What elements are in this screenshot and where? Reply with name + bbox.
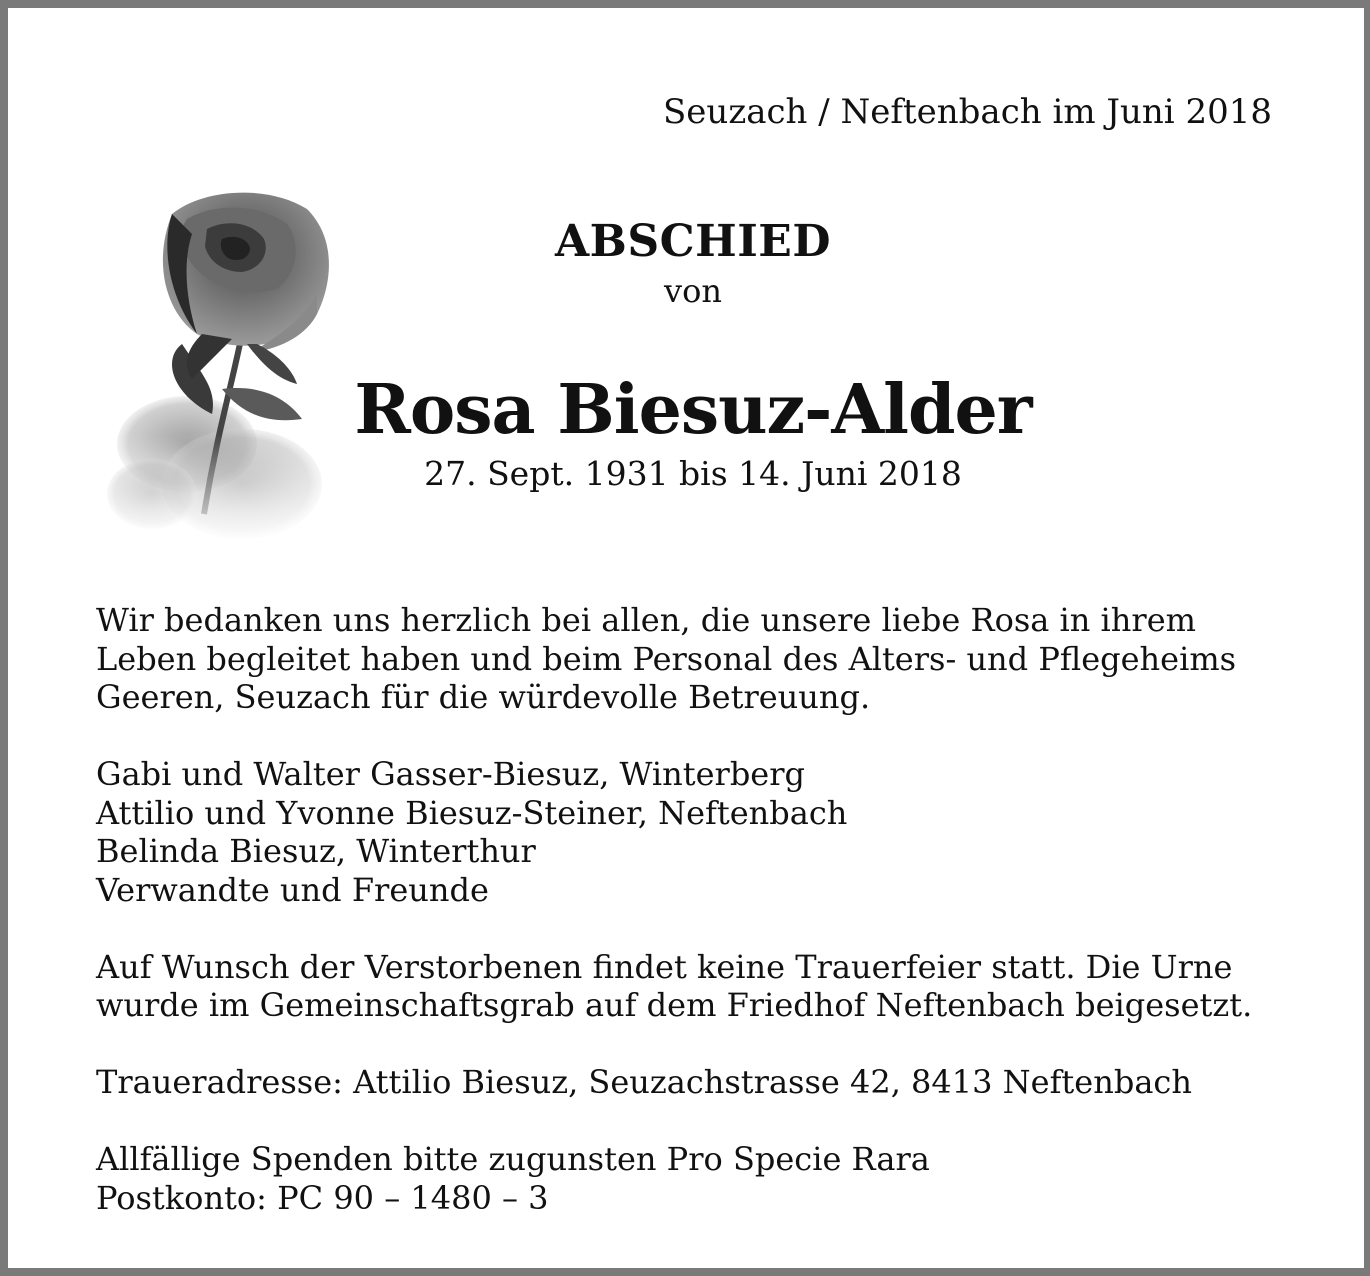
- obituary-body: [96, 601, 1296, 1256]
- mourner-line: Verwandte und Freunde: [96, 870, 489, 909]
- mourner-line: Gabi und Walter Gasser-Biesuz, Winterberg: [96, 755, 806, 793]
- deceased-name: Rosa Biesuz-Alder: [354, 370, 1032, 450]
- text-line: Auf Wunsch der Verstorbenen findet keine Trauerfeier statt. Die Urne: [96, 947, 1233, 986]
- place-date: Seuzach / Neftenbach im Juni 2018: [663, 92, 1272, 132]
- text-line: Postkonto: PC 90 – 1480 – 3: [96, 1178, 549, 1217]
- text-line: Wir bedanken uns herzlich bei allen, die unsere liebe Rosa in ihrem: [96, 601, 1196, 639]
- text-line: Geeren, Seuzach für die würdevolle Betreuung.: [96, 678, 871, 716]
- thanks-paragraph: [96, 601, 1296, 717]
- donations-paragraph: [96, 1140, 1296, 1217]
- text-line: Traueradresse: Attilio Biesuz, Seuzachstrasse 42, 8413 Neftenbach: [96, 1063, 1192, 1101]
- ceremony-paragraph: [96, 948, 1296, 1025]
- rose-icon: [92, 184, 342, 556]
- text-line: Allfällige Spenden bitte zugunsten Pro Specie Rara: [96, 1140, 930, 1178]
- mourner-line: Attilio und Yvonne Biesuz-Steiner, Neftenbach: [96, 793, 848, 832]
- abschied-heading: ABSCHIED: [555, 216, 831, 267]
- address-paragraph: [96, 1063, 1296, 1102]
- mourners-list: [96, 755, 1296, 909]
- text-line: wurde im Gemeinschaftsgrab auf dem Friedhof Neftenbach beigesetzt.: [96, 986, 1253, 1024]
- mourner-line: Belinda Biesuz, Winterthur: [96, 832, 536, 870]
- text-line: Leben begleitet haben und beim Personal des Alters- und Pflegeheims: [96, 639, 1237, 678]
- von-label: von: [664, 272, 722, 310]
- life-dates: 27. Sept. 1931 bis 14. Juni 2018: [424, 454, 962, 493]
